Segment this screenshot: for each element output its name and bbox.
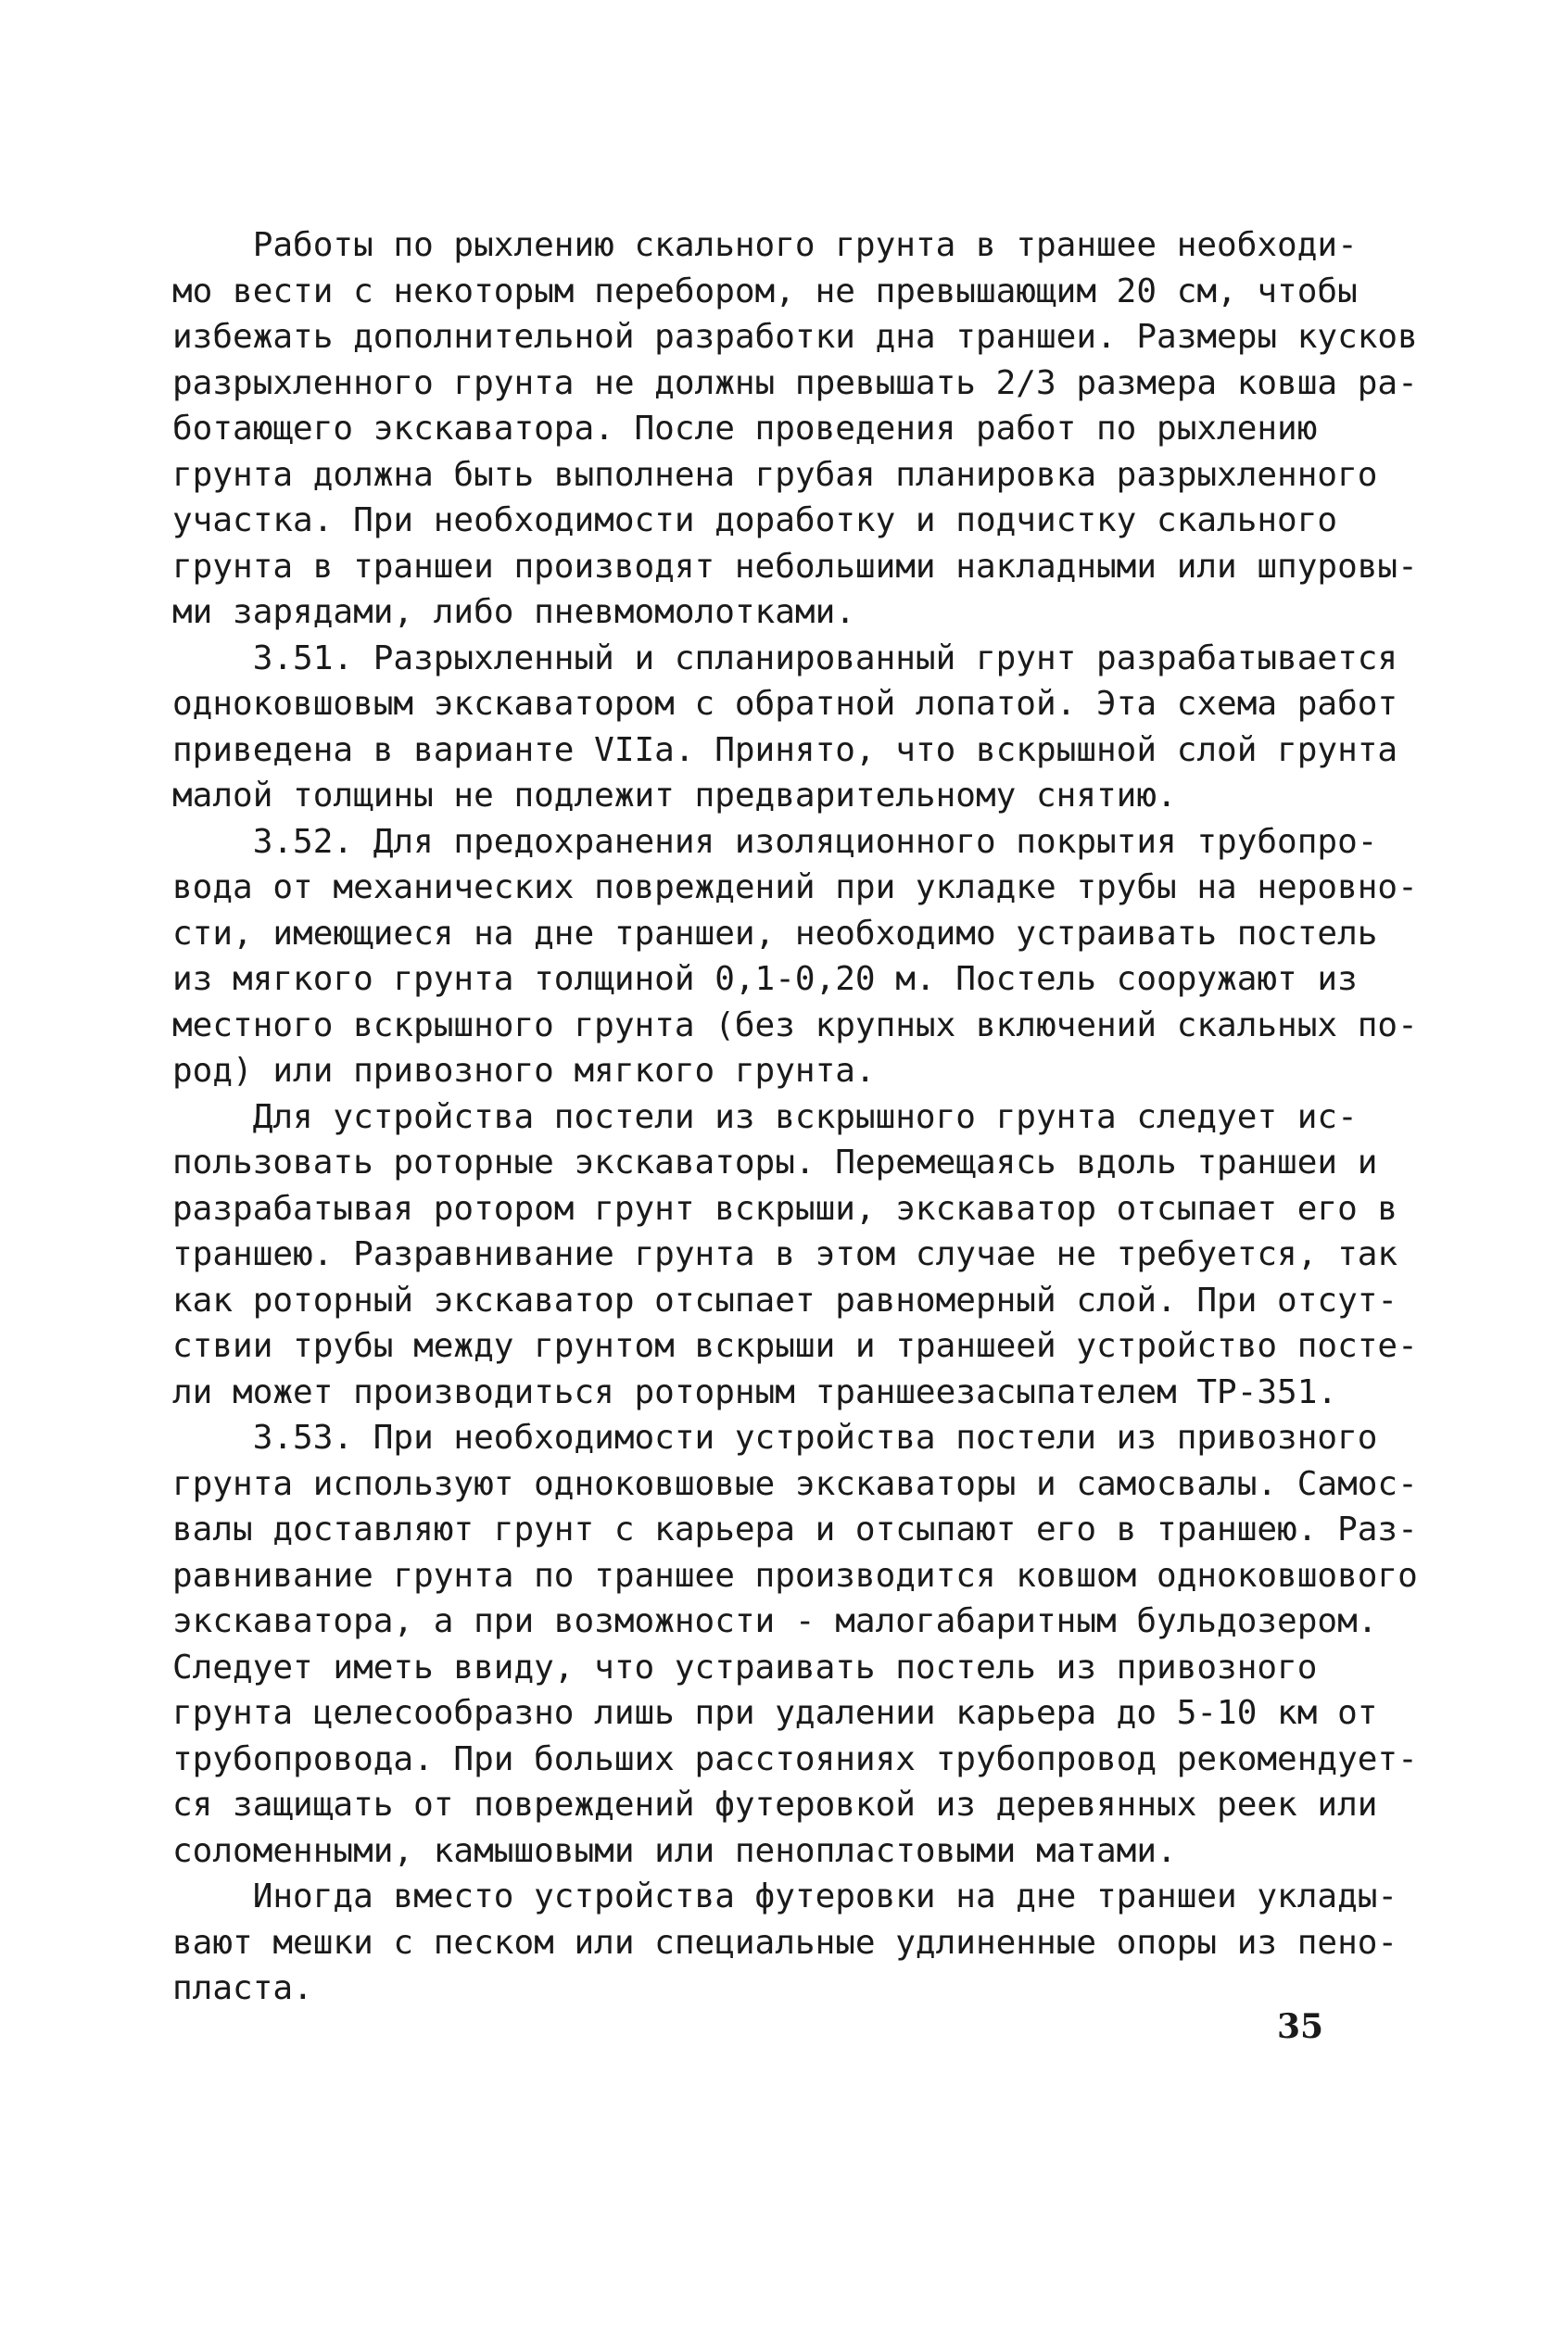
text-line: Иногда вместо устройства футеровки на дне траншеи уклады- bbox=[172, 1877, 1398, 1915]
text-line: ствии трубы между грунтом вскрыши и траншеей устройство посте- bbox=[172, 1327, 1418, 1365]
text-line: Работы по рыхлению скального грунта в траншее необходи- bbox=[172, 226, 1358, 264]
text-line: род) или привозного мягкого грунта. bbox=[172, 1052, 876, 1090]
text-line: ми зарядами, либо пневмомолотками. bbox=[172, 593, 855, 631]
page-number: 35 bbox=[1277, 2007, 1324, 2046]
text-line: ли может производиться роторным траншеезасыпателем ТР-351. bbox=[172, 1372, 1338, 1411]
text-line: Следует иметь ввиду, что устраивать постель из привозного bbox=[172, 1648, 1318, 1687]
text-line: валы доставляют грунт с карьера и отсыпают его в траншею. Раз- bbox=[172, 1510, 1418, 1548]
text-line: избежать дополнительной разработки дна траншеи. Размеры кусков bbox=[172, 318, 1418, 356]
text-line: грунта используют одноковшовые экскаваторы и самосвалы. Самос- bbox=[172, 1464, 1418, 1503]
text-line: разрабатывая ротором грунт вскрыши, экскаватор отсыпает его в bbox=[172, 1189, 1398, 1228]
text-line: вают мешки с песком или специальные удлиненные опоры из пено- bbox=[172, 1923, 1398, 1962]
text-line: 3.53. При необходимости устройства постели из привозного bbox=[172, 1419, 1378, 1457]
text-line: Для устройства постели из вскрышного грунта следует ис- bbox=[172, 1097, 1358, 1136]
text-line: ботающего экскаватора. После проведения работ по рыхлению bbox=[172, 410, 1318, 448]
body-text bbox=[172, 222, 1418, 2012]
text-line: трубопровода. При больших расстояниях трубопровод рекомендует- bbox=[172, 1739, 1418, 1778]
text-line: грунта в траншеи производят небольшими накладными или шпуровы- bbox=[172, 547, 1418, 586]
text-line: равнивание грунта по траншее производится ковшом одноковшового bbox=[172, 1556, 1418, 1595]
text-line: пользовать роторные экскаваторы. Перемещаясь вдоль траншеи и bbox=[172, 1144, 1378, 1182]
text-line: соломенными, камышовыми или пенопластовыми матами. bbox=[172, 1831, 1177, 1870]
text-line: экскаватора, а при возможности - малогабаритным бульдозером. bbox=[172, 1602, 1378, 1640]
text-line: приведена в варианте VIIа. Принято, что вскрышной слой грунта bbox=[172, 730, 1398, 769]
text-line: пласта. bbox=[172, 1969, 313, 2007]
text-line: траншею. Разравнивание грунта в этом случае не требуется, так bbox=[172, 1235, 1398, 1273]
text-line: как роторный экскаватор отсыпает равномерный слой. При отсут- bbox=[172, 1281, 1398, 1320]
text-line: 3.51. Разрыхленный и спланированный грунт разрабатывается bbox=[172, 638, 1398, 677]
text-line: грунта целесообразно лишь при удалении карьера до 5-10 км от bbox=[172, 1694, 1378, 1732]
text-line: мо вести с некоторым перебором, не превышающим 20 см, чтобы bbox=[172, 272, 1358, 310]
text-line: сти, имеющиеся на дне траншеи, необходимо устраивать постель bbox=[172, 914, 1378, 953]
text-line: из мягкого грунта толщиной 0,1-0,20 м. Постель сооружают из bbox=[172, 960, 1358, 998]
text-line: ся защищать от повреждений футеровкой из деревянных реек или bbox=[172, 1786, 1378, 1824]
text-line: 3.52. Для предохранения изоляционного покрытия трубопро- bbox=[172, 822, 1378, 861]
text-line: одноковшовым экскаватором с обратной лопатой. Эта схема работ bbox=[172, 685, 1398, 723]
text-line: малой толщины не подлежит предварительному снятию. bbox=[172, 777, 1177, 815]
text-line: разрыхленного грунта не должны превышать 2/3 размера ковша ра- bbox=[172, 363, 1418, 402]
text-line: участка. При необходимости доработку и подчистку скального bbox=[172, 501, 1338, 539]
text-line: местного вскрышного грунта (без крупных включений скальных по- bbox=[172, 1005, 1418, 1044]
text-line: грунта должна быть выполнена грубая планировка разрыхленного bbox=[172, 455, 1378, 494]
text-line: вода от механических повреждений при укладке трубы на неровно- bbox=[172, 868, 1418, 906]
